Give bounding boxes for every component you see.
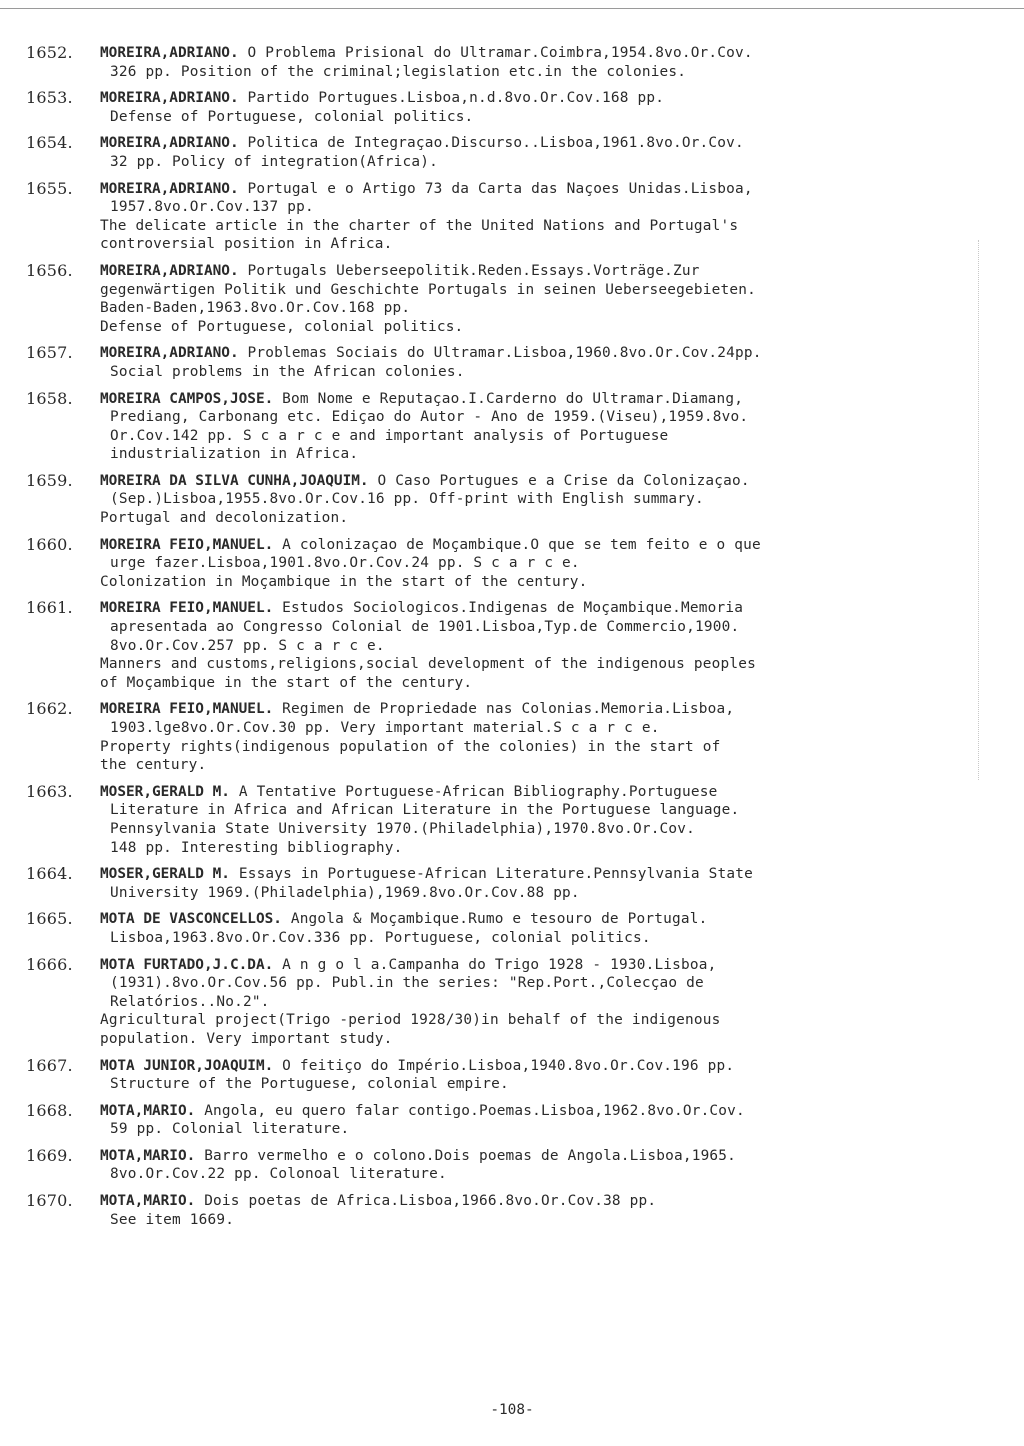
catalogue-entry xyxy=(26,1192,956,1229)
entry-number: 1666. xyxy=(26,954,73,974)
entry-author: MOREIRA,ADRIANO. xyxy=(100,180,239,197)
entry-line: Colonization in Moçambique in the start of the century. xyxy=(100,573,588,590)
catalogue-entry xyxy=(26,1057,956,1094)
entry-author: MOREIRA DA SILVA CUNHA,JOAQUIM. xyxy=(100,472,369,489)
entry-number: 1663. xyxy=(26,781,73,801)
entry-number: 1657. xyxy=(26,343,73,363)
entry-number: 1653. xyxy=(26,88,73,108)
entry-line: apresentada ao Congresso Colonial de 1901.Lisboa,Typ.de Commercio,1900. xyxy=(110,619,740,636)
entry-line: 32 pp. Policy of integration(Africa). xyxy=(110,153,438,170)
entry-title: A colonizaçao de Moçambique.O que se tem feito e o que xyxy=(282,536,761,553)
catalogue-entry xyxy=(26,134,956,171)
entry-line: University 1969.(Philadelphia),1969.8vo.Or.Cov.88 pp. xyxy=(110,884,580,901)
entry-title: Barro vermelho e o colono.Dois poemas de Angola.Lisboa,1965. xyxy=(204,1147,737,1164)
entry-title: Angola & Moçambique.Rumo e tesouro de Portugal. xyxy=(290,911,708,928)
entry-author: MOSER,GERALD M. xyxy=(100,783,230,800)
entry-number: 1652. xyxy=(26,43,73,62)
entry-line: 8vo.Or.Cov.22 pp. Colonoal literature. xyxy=(110,1166,447,1183)
entry-author: MOREIRA,ADRIANO. xyxy=(100,262,239,279)
catalogue-entry xyxy=(26,262,956,336)
entry-author: MOREIRA FEIO,MANUEL. xyxy=(100,701,274,718)
entry-line: (1931).8vo.Or.Cov.56 pp. Publ.in the series: "Rep.Port.,Colecçao de xyxy=(110,975,704,992)
entry-line: Property rights(indigenous population of the colonies) in the start of xyxy=(100,738,721,755)
entry-line: Defense of Portuguese, colonial politics. xyxy=(100,318,464,335)
entry-number: 1667. xyxy=(26,1055,73,1075)
catalogue-entry xyxy=(26,180,956,254)
page-number: -108- xyxy=(490,1402,534,1418)
entry-title: Essays in Portuguese-African Literature.Pennsylvania State xyxy=(238,866,753,883)
entry-line: 1903.lge8vo.Or.Cov.30 pp. Very important material.S c a r c e. xyxy=(110,720,660,736)
entry-line: Portugal and decolonization. xyxy=(100,510,349,527)
entry-line: Baden-Baden,1963.8vo.Or.Cov.168 pp. xyxy=(100,300,411,317)
entry-line: urge fazer.Lisboa,1901.8vo.Or.Cov.24 pp. S c a r c e. xyxy=(110,555,580,572)
entry-author: MOREIRA CAMPOS,JOSE. xyxy=(100,390,274,407)
entry-number: 1659. xyxy=(26,470,73,490)
entry-line: 326 pp. Position of the criminal;legislation etc.in the colonies. xyxy=(110,63,687,80)
entry-line: Defense of Portuguese, colonial politics. xyxy=(110,108,474,125)
entry-title: Bom Nome e Reputaçao.I.Carderno do Ultramar.Diamang, xyxy=(282,390,744,407)
entry-number: 1664. xyxy=(26,864,73,884)
entry-author: MOREIRA,ADRIANO. xyxy=(100,90,239,107)
catalogue-entry xyxy=(26,700,956,774)
entry-number: 1665. xyxy=(26,909,73,929)
entry-line: 1957.8vo.Or.Cov.137 pp. xyxy=(110,199,314,216)
entry-line: Social problems in the African colonies. xyxy=(110,363,465,380)
catalogue-entry xyxy=(26,44,956,81)
entry-title: O feitiço do Império.Lisboa,1940.8vo.Or.Cov.196 pp. xyxy=(282,1057,735,1074)
entry-number: 1660. xyxy=(26,534,73,554)
entry-line: Manners and customs,religions,social development of the indigenous peoples xyxy=(100,656,756,673)
catalogue-page xyxy=(26,44,956,1237)
entry-line: Or.Cov.142 pp. S c a r c e and important analysis of Portuguese xyxy=(110,427,669,444)
entry-title: A n g o l a.Campanha do Trigo 1928 - 1930.Lisboa, xyxy=(282,956,717,973)
entry-title: Regimen de Propriedade nas Colonias.Memoria.Lisboa, xyxy=(282,701,735,718)
entry-line: gegenwärtigen Politik und Geschichte Portugals in seinen Ueberseegebieten. xyxy=(100,281,756,298)
entry-author: MOREIRA FEIO,MANUEL. xyxy=(100,600,274,617)
entry-title: Partido Portugues.Lisboa,n.d.8vo.Or.Cov.168 pp. xyxy=(247,90,665,107)
catalogue-entry xyxy=(26,1102,956,1139)
entry-title: Dois poetas de Africa.Lisboa,1966.8vo.Or.Cov.38 pp. xyxy=(204,1193,657,1210)
catalogue-entry xyxy=(26,599,956,692)
catalogue-entry xyxy=(26,865,956,902)
entry-line: Agricultural project(Trigo -period 1928/30)in behalf of the indigenous xyxy=(100,1012,721,1029)
entry-line: (Sep.)Lisboa,1955.8vo.Or.Cov.16 pp. Off-print with English summary. xyxy=(110,491,704,508)
entry-line: population. Very important study. xyxy=(100,1030,393,1047)
catalogue-entry xyxy=(26,390,956,464)
entry-title: Portugals Ueberseepolitik.Reden.Essays.Vorträge.Zur xyxy=(247,262,700,279)
entry-title: O Problema Prisional do Ultramar.Coimbra,1954.8vo.Or.Cov. xyxy=(247,45,753,61)
entry-number: 1662. xyxy=(26,699,73,719)
entry-number: 1670. xyxy=(26,1191,73,1211)
catalogue-entry xyxy=(26,956,956,1049)
entry-number: 1656. xyxy=(26,260,73,280)
catalogue-entry xyxy=(26,472,956,528)
entry-title: Angola, eu quero falar contigo.Poemas.Lisboa,1962.8vo.Or.Cov. xyxy=(204,1102,745,1119)
top-rule xyxy=(0,8,1024,9)
entry-line: 59 pp. Colonial literature. xyxy=(110,1121,350,1138)
entry-line: of Moçambique in the start of the century. xyxy=(100,674,473,691)
entry-number: 1669. xyxy=(26,1145,73,1165)
entry-line: industrialization in Africa. xyxy=(110,446,359,463)
entry-author: MOREIRA,ADRIANO. xyxy=(100,345,239,362)
catalogue-entry xyxy=(26,536,956,592)
entry-line: Pennsylvania State University 1970.(Philadelphia),1970.8vo.Or.Cov. xyxy=(110,820,696,837)
catalogue-entry xyxy=(26,783,956,857)
entry-title: A Tentative Portuguese-African Bibliography.Portuguese xyxy=(238,783,718,800)
entry-number: 1668. xyxy=(26,1100,73,1120)
entry-line: See item 1669. xyxy=(110,1211,235,1228)
entry-line: 8vo.Or.Cov.257 pp. S c a r c e. xyxy=(110,637,385,654)
margin-marks xyxy=(978,240,979,780)
entry-author: MOTA,MARIO. xyxy=(100,1147,196,1164)
entry-line: Prediang, Carbonang etc. Ediçao do Autor - Ano de 1959.(Viseu),1959.8vo. xyxy=(110,409,749,426)
entry-number: 1661. xyxy=(26,598,73,618)
entry-number: 1654. xyxy=(26,133,73,153)
entry-author: MOREIRA,ADRIANO. xyxy=(100,135,239,152)
entry-title: Politica de Integraçao.Discurso..Lisboa,1961.8vo.Or.Cov. xyxy=(247,135,744,152)
catalogue-entry xyxy=(26,89,956,126)
entry-author: MOREIRA,ADRIANO. xyxy=(100,45,239,61)
entry-author: MOTA FURTADO,J.C.DA. xyxy=(100,956,274,973)
entry-title: Portugal e o Artigo 73 da Carta das Naçoes Unidas.Lisboa, xyxy=(247,180,753,197)
entry-author: MOTA,MARIO. xyxy=(100,1102,196,1119)
entry-line: 148 pp. Interesting bibliography. xyxy=(110,839,403,856)
entry-line: The delicate article in the charter of the United Nations and Portugal's xyxy=(100,217,739,234)
entry-author: MOTA JUNIOR,JOAQUIM. xyxy=(100,1057,274,1074)
catalogue-entry xyxy=(26,344,956,381)
entry-title: Estudos Sociologicos.Indigenas de Moçambique.Memoria xyxy=(282,600,744,617)
entry-line: the century. xyxy=(100,757,207,774)
entry-author: MOSER,GERALD M. xyxy=(100,866,230,883)
entry-line: Lisboa,1963.8vo.Or.Cov.336 pp. Portuguese, colonial politics. xyxy=(110,929,651,946)
entry-number: 1658. xyxy=(26,388,73,408)
entry-line: Structure of the Portuguese, colonial empire. xyxy=(110,1076,509,1093)
entry-line: Relatórios..No.2". xyxy=(110,993,270,1010)
entry-author: MOTA DE VASCONCELLOS. xyxy=(100,911,282,928)
entry-line: Literature in Africa and African Literature in the Portuguese language. xyxy=(110,802,740,819)
catalogue-entry xyxy=(26,910,956,947)
entry-line: controversial position in Africa. xyxy=(100,236,393,253)
entry-author: MOTA,MARIO. xyxy=(100,1193,196,1210)
entry-number: 1655. xyxy=(26,178,73,198)
catalogue-entry xyxy=(26,1147,956,1184)
entry-author: MOREIRA FEIO,MANUEL. xyxy=(100,536,274,553)
entry-title: O Caso Portugues e a Crise da Colonizaçao. xyxy=(377,472,750,489)
entry-title: Problemas Sociais do Ultramar.Lisboa,1960.8vo.Or.Cov.24pp. xyxy=(247,345,762,362)
